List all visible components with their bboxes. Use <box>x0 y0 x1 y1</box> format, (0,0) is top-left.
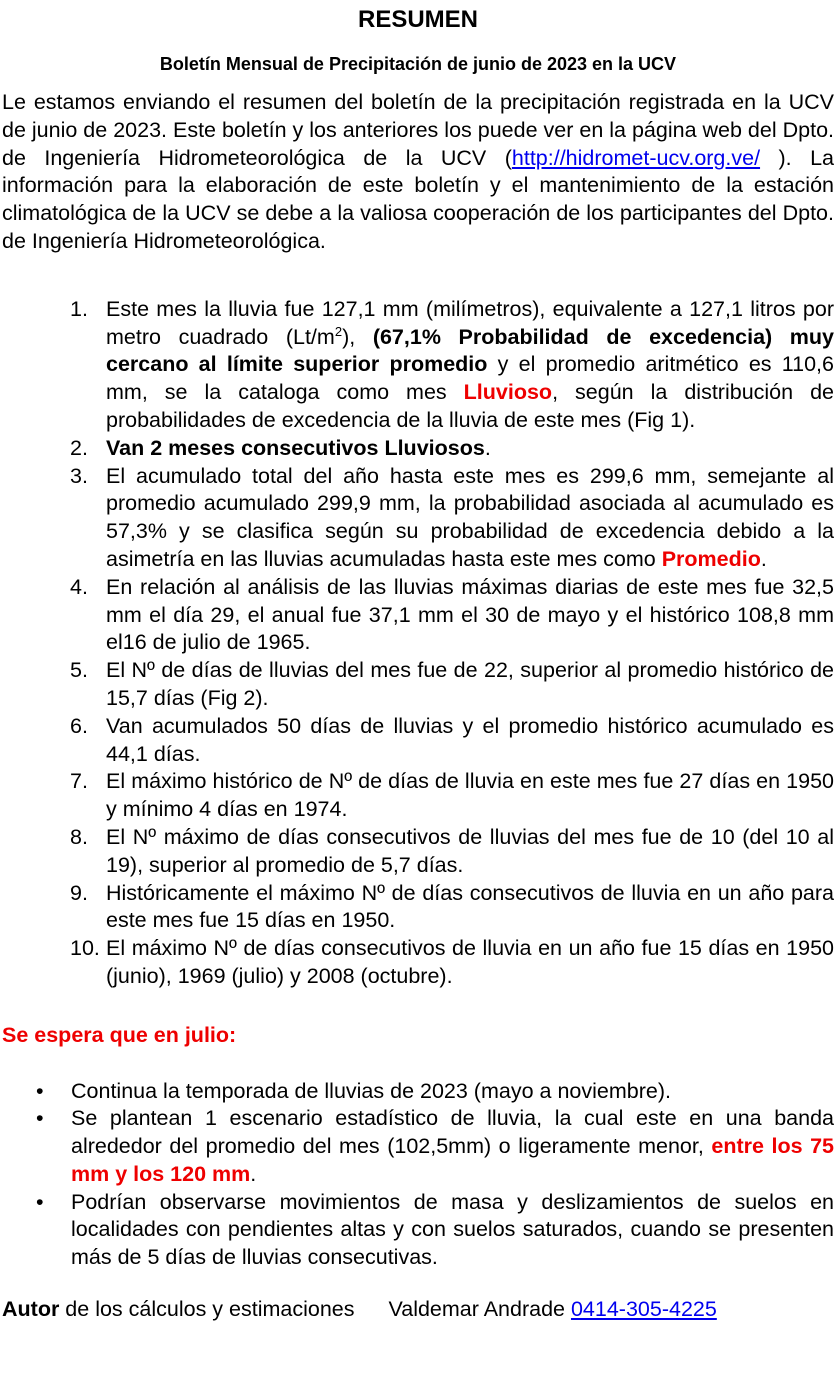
list-item <box>2 880 834 936</box>
list-item <box>2 574 834 657</box>
classification-lluvioso: Lluvioso <box>463 380 553 405</box>
item-text: El Nº de días de lluvias del mes fue de 22, superior al promedio histórico de 15,7 días (Fig 2). <box>106 658 834 710</box>
item-text: . <box>250 1161 257 1186</box>
list-item <box>2 463 834 574</box>
list-item <box>2 657 834 713</box>
outlook-heading: Se espera que en julio: <box>2 1022 237 1047</box>
author-name: Valdemar Andrade <box>388 1297 571 1322</box>
item-text: El Nº máximo de días consecutivos de lluvias del mes fue de 10 (del 10 al 19), superior al promedio de 5,7 días. <box>106 824 834 877</box>
list-item <box>2 713 834 769</box>
item-text: . <box>760 546 767 571</box>
intro-text-2: ). La información para la elaboración de este boletín y el mantenimiento de la estación climatológica de la UCV se debe a la valiosa cooperación de los participantes del Dpto. de Ingeniería Hidrometeorológica. <box>2 145 834 253</box>
item-number: 3. <box>70 463 88 488</box>
item-text: ), <box>342 324 373 349</box>
list-item <box>2 935 834 991</box>
list-item <box>2 296 834 435</box>
bulletin-subtitle: Boletín Mensual de Precipitación de junio de 2023 en la UCV <box>159 54 677 74</box>
list-item <box>2 768 834 824</box>
website-link[interactable]: http://hidromet-ucv.org.ve/ <box>511 145 761 170</box>
superscript: 2 <box>334 323 343 339</box>
list-item <box>2 1105 834 1188</box>
item-number: 1. <box>70 296 88 321</box>
item-number: 7. <box>70 769 88 794</box>
item-text: Podrían observarse movimientos de masa y deslizamientos de suelos en localidades con pendientes altas y con suelos saturados, cuando se presenten más de 5 días de lluvias consecutivas. <box>71 1189 834 1270</box>
author-line <box>2 1296 834 1324</box>
list-item <box>2 435 834 463</box>
item-number: 5. <box>70 658 88 683</box>
bullet-icon: • <box>36 1078 44 1103</box>
author-text: de los cálculos y estimaciones <box>59 1297 355 1322</box>
item-text: Se plantean 1 escenario estadístico de lluvia, la cual este en una banda alrededor del promedio del mes (102,5mm) o ligeramente menor, <box>71 1106 834 1159</box>
item-text: Van acumulados 50 días de lluvias y el promedio histórico acumulado es 44,1 días. <box>106 713 834 766</box>
item-text: El máximo Nº de días consecutivos de lluvia en un año fue 15 días en 1950 (junio), 1969 (julio) y 2008 (octubre). <box>106 936 834 988</box>
list-item <box>2 1189 834 1272</box>
item-number: 6. <box>70 713 88 738</box>
item-text: Históricamente el máximo Nº de días consecutivos de lluvia en un año para este mes fue 15 días en 1950. <box>106 880 834 933</box>
classification-promedio: Promedio <box>661 546 761 571</box>
item-text: Este mes la lluvia fue 127,1 mm (milímetros), equivalente a 127,1 litros por metro cuadrado (Lt/m <box>106 296 834 349</box>
rainfall-range: entre los 75 mm y los 120 mm <box>71 1134 835 1186</box>
item-number: 9. <box>70 880 88 905</box>
item-text: En relación al análisis de las lluvias máximas diarias de este mes fue 32,5 mm el día 29, el anual fue 37,1 mm el 30 de mayo y el histórico 108,8 mm el16 de julio de 1965. <box>106 574 834 655</box>
item-number: 10. <box>70 936 100 961</box>
item-number: 8. <box>70 824 88 849</box>
item-text: . <box>484 435 491 460</box>
item-number: 4. <box>70 574 88 599</box>
list-item <box>2 824 834 880</box>
bullet-icon: • <box>36 1189 44 1214</box>
item-text: , según la distribución de probabilidades de excedencia de la lluvia de este mes (Fig 1). <box>106 380 834 432</box>
item-text: y el promedio aritmético es 110,6 mm, se la cataloga como mes <box>106 352 834 405</box>
item-text: El máximo histórico de Nº de días de lluvia en este mes fue 27 días en 1950 y mínimo 4 días en 1974. <box>106 769 834 822</box>
item-bold-text: (67,1% Probabilidad de excedencia) muy cercano al límite superior promedio <box>106 324 835 377</box>
bulletin-page <box>0 6 837 1324</box>
bullet-icon: • <box>36 1106 44 1131</box>
list-item <box>2 1078 834 1106</box>
findings-list <box>2 296 834 991</box>
outlook-list <box>2 1078 834 1273</box>
intro-text-1: Le estamos enviando el resumen del boletín de la precipitación registrada en la UCV de junio de 2023. Este boletín y los anteriores los puede ver en la página web del Dpto. de Ingeniería Hidrometeorológica de la UCV ( <box>2 90 834 170</box>
item-number: 2. <box>70 435 88 460</box>
item-text: Continua la temporada de lluvias de 2023 (mayo a noviembre). <box>71 1078 671 1103</box>
item-bold-text: Van 2 meses consecutivos Lluviosos <box>106 435 485 460</box>
author-label: Autor <box>2 1297 60 1322</box>
phone-link[interactable]: 0414-305-4225 <box>570 1297 717 1322</box>
intro-paragraph <box>2 89 834 256</box>
page-title: RESUMEN <box>357 6 478 33</box>
item-text: El acumulado total del año hasta este mes es 299,6 mm, semejante al promedio acumulado 299,9 mm, la probabilidad asociada al acumulado es 57,3% y se clasifica según su probabilidad de excedencia debido a la asimetría en las lluvias acumuladas hasta este mes como <box>106 463 834 571</box>
